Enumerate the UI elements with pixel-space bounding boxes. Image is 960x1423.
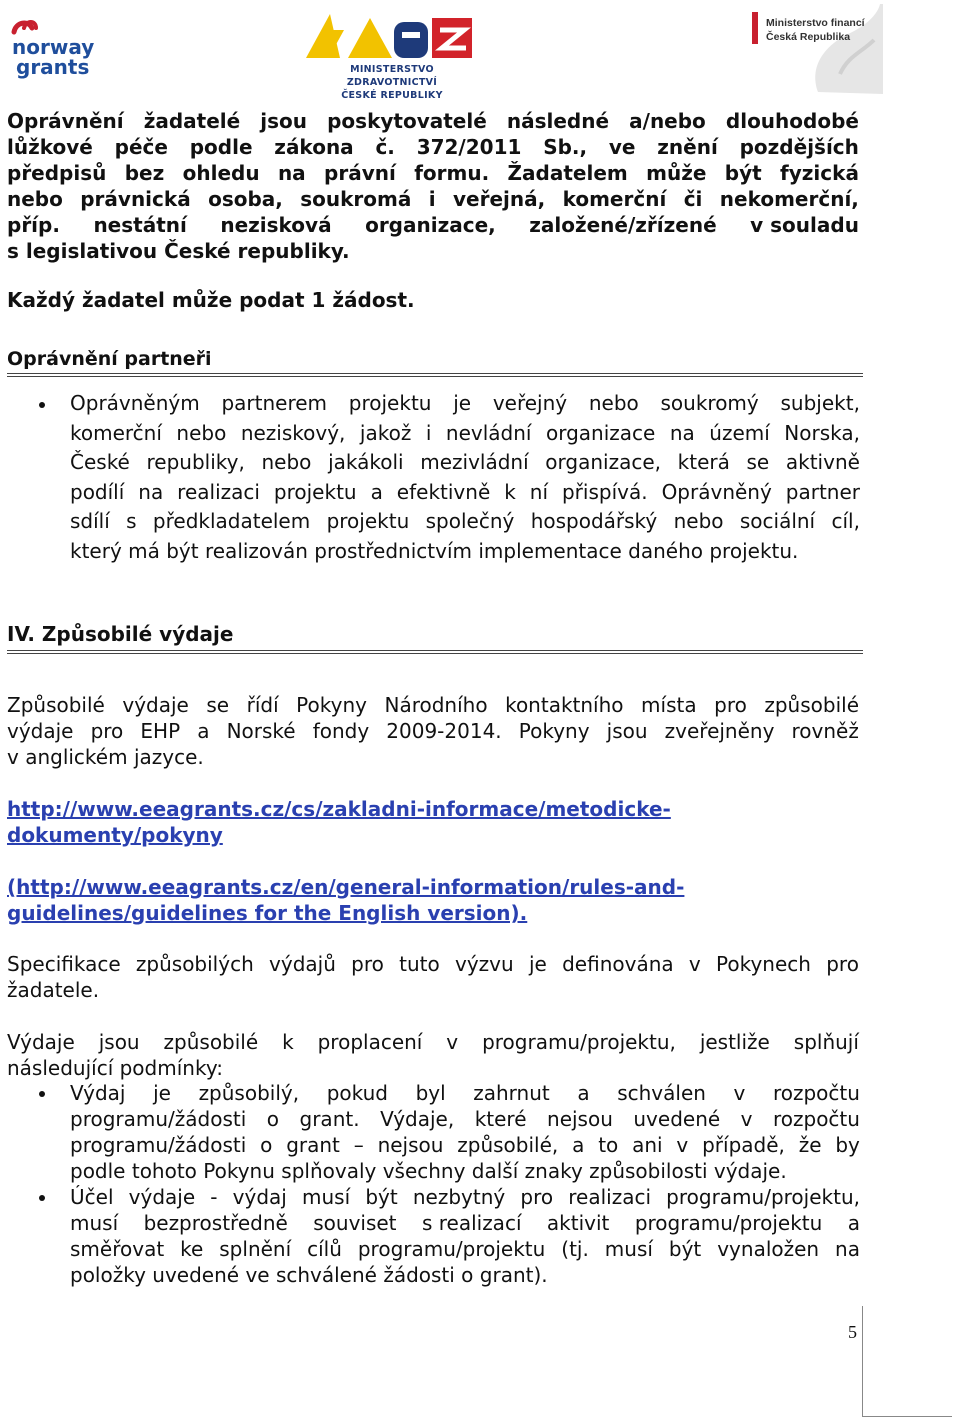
text-line [70, 1106, 860, 1132]
word: na [835, 1237, 860, 1261]
condition-bullet-1 [70, 1080, 860, 1184]
word: právnická [80, 187, 191, 211]
word: partnerem [221, 391, 328, 415]
partners-heading: Oprávnění partneři [7, 348, 212, 370]
word: výdajů [269, 952, 336, 976]
guidelines-link-cz-line1[interactable]: http://www.eeagrants.cz/cs/zakladni-informace/metodicke- [7, 797, 671, 821]
word: právní [324, 161, 396, 185]
word: Pokyny [518, 719, 590, 743]
word: tuto [399, 952, 440, 976]
word: cíl, [831, 509, 860, 534]
mf-line1: Ministerstvo financí [766, 17, 865, 29]
conditions-line2: následující podmínky: [7, 1056, 223, 1080]
eligible-applicants-lines [7, 108, 859, 238]
word: na [138, 479, 164, 504]
word: výdaj [232, 1185, 287, 1209]
page-number: 5 [848, 1322, 857, 1342]
word: v [446, 1030, 459, 1054]
guidelines-link-en-line1[interactable]: (http://www.eeagrants.cz/en/general-information/rules-and- [7, 875, 685, 899]
word: republiky, [146, 450, 245, 475]
word: místa [641, 693, 697, 717]
eligible-expenses-paragraph [7, 692, 859, 770]
word: musí [70, 1211, 119, 1235]
word: Žadatelem [507, 161, 628, 185]
word: způsobilé, [457, 1133, 559, 1157]
word: nezbytný [412, 1185, 506, 1209]
word: směřovat [70, 1237, 165, 1261]
word: příp. [7, 213, 60, 237]
word: uvedené [633, 1107, 721, 1131]
text-line [70, 478, 860, 508]
word: musí [604, 1237, 653, 1261]
word: v [688, 952, 701, 976]
word: na [277, 161, 306, 185]
word: fondy [312, 719, 370, 743]
word: že [798, 1133, 822, 1157]
word: efektivně [396, 479, 491, 504]
word: jestliže [699, 1030, 770, 1054]
word: grant. [299, 1107, 360, 1131]
eligible-applicants-paragraph [7, 108, 859, 264]
word: projektu [326, 509, 410, 534]
word: jsou [260, 109, 308, 133]
word: lůžkové [7, 135, 93, 159]
word: splňují [793, 1030, 859, 1054]
word: a [370, 479, 383, 504]
word: to [598, 1133, 619, 1157]
word: způsobilé [163, 1030, 259, 1054]
word: (tj. [561, 1237, 589, 1261]
word: o [266, 1107, 280, 1131]
word: komerční [562, 187, 667, 211]
word: pozdějších [739, 135, 859, 159]
guidelines-link-cz[interactable] [7, 796, 671, 848]
word: soukromá [300, 187, 412, 211]
mz-line2: ČESKÉ REPUBLIKY [341, 90, 443, 101]
text-line [70, 389, 860, 419]
word: Výdaje [7, 1030, 75, 1054]
word: která [677, 450, 730, 475]
word: Oprávnění [7, 109, 124, 133]
condition-bullet-2 [70, 1184, 860, 1288]
word: 372/2011 [416, 135, 522, 159]
word: je [153, 1081, 171, 1105]
guidelines-link-cz-line2[interactable]: dokumenty/pokyny [7, 823, 223, 847]
word: péče [114, 135, 168, 159]
word: fyzická [780, 161, 859, 185]
word: způsobilé [764, 693, 859, 717]
word: rozpočtu [772, 1107, 860, 1131]
word: Účel [70, 1185, 114, 1209]
norway-grants-logo-graphic [6, 18, 98, 80]
text-line [7, 160, 859, 186]
word: v [740, 1107, 753, 1131]
word: a [577, 1081, 590, 1105]
word: založené/zřízené [529, 213, 717, 237]
word: pro [826, 952, 859, 976]
word: programu/projektu, [482, 1030, 676, 1054]
word: osoba, [208, 187, 283, 211]
conditions-line1 [7, 1029, 859, 1055]
word: aktivit [546, 1211, 610, 1235]
word: dlouhodobé [725, 109, 859, 133]
word: veřejná, [452, 187, 546, 211]
word: v [676, 1133, 689, 1157]
specification-line1 [7, 951, 859, 977]
partners-paragraph [70, 389, 860, 567]
word: nejsou [547, 1107, 613, 1131]
word: se [206, 693, 230, 717]
word: organizace, [365, 213, 496, 237]
word: Národního [384, 693, 488, 717]
word: nebo [588, 391, 639, 415]
word: veřejný [492, 391, 568, 415]
condition-bullet-1-lines [70, 1080, 860, 1158]
word: 2009-2014. [386, 719, 502, 743]
text-line [7, 186, 859, 212]
word: Výdaj [70, 1081, 126, 1105]
word: organizace [545, 420, 656, 445]
text-line [70, 1184, 860, 1210]
word: být [668, 1237, 702, 1261]
word: bez [124, 161, 165, 185]
word: předpisů [7, 161, 107, 185]
word: nezisková [220, 213, 332, 237]
word: rozpočtu [772, 1081, 860, 1105]
one-application-rule: Každý žadatel může podat 1 žádost. [7, 288, 415, 312]
word: Norské [226, 719, 296, 743]
condition-bullet-1-last: podle tohoto Pokynu splňovaly všechny další znaky způsobilosti výdaje. [70, 1159, 787, 1183]
word: výzvu [455, 952, 514, 976]
word: zákona [274, 135, 354, 159]
eligible-expenses-last-line: v anglickém jazyce. [7, 745, 204, 769]
partners-lines [70, 389, 860, 537]
word: v souladu [750, 213, 859, 237]
word: bezprostředně [143, 1211, 288, 1235]
word: ve [608, 135, 636, 159]
word: č. [375, 135, 395, 159]
word: a [197, 719, 210, 743]
text-line [70, 1236, 860, 1262]
word: projektu [273, 479, 357, 504]
word: České [70, 450, 130, 475]
word: komerční [70, 420, 162, 445]
word: podílí [70, 479, 125, 504]
ministry-of-health-logo [300, 10, 480, 101]
word: může [646, 161, 707, 185]
word: nebo [7, 187, 63, 211]
word: řídí [246, 693, 279, 717]
word: programu/projektu, [666, 1185, 860, 1209]
word: a/nebo [629, 109, 706, 133]
text-line [70, 1080, 860, 1106]
word: Oprávněný [661, 479, 772, 504]
word: s [126, 509, 137, 534]
word: sdílí [70, 509, 110, 534]
word: způsobilý, [198, 1081, 300, 1105]
bullet-dot [39, 1091, 45, 1097]
word: Sb., [543, 135, 588, 159]
norway-logo-line2: grants [16, 55, 90, 79]
word: území [709, 420, 770, 445]
word: ní [529, 479, 549, 504]
word: programu/žádosti [70, 1133, 247, 1157]
word: být [724, 161, 762, 185]
word: i [425, 420, 432, 445]
section-iv-heading: IV. Způsobilé výdaje [7, 622, 234, 646]
word: znění [657, 135, 718, 159]
text-line [7, 108, 859, 134]
word: rovněž [791, 719, 859, 743]
word: formu. [414, 161, 490, 185]
word: společný [425, 509, 515, 534]
specification-paragraph [7, 951, 859, 1003]
section-iv-heading-rule [7, 650, 863, 654]
word: jsou [98, 1030, 140, 1054]
word: souviset [313, 1211, 397, 1235]
word: či [683, 187, 703, 211]
word: jsou [606, 719, 648, 743]
word: ke [180, 1237, 204, 1261]
bullet-dot [39, 1195, 45, 1201]
word: definována [562, 952, 674, 976]
page-frame-horizontal [862, 1416, 952, 1417]
word: – [353, 1133, 364, 1157]
word: soukromý [660, 391, 759, 415]
word: je [528, 952, 547, 976]
text-line [7, 212, 859, 238]
word: hospodářský [530, 509, 658, 534]
word: kontaktního [505, 693, 624, 717]
conditions-paragraph [7, 1029, 859, 1081]
word: a [847, 1211, 860, 1235]
word: ani [632, 1133, 663, 1157]
word: Oprávněným [70, 391, 200, 415]
word: způsobilých [135, 952, 254, 976]
word: s realizací [421, 1211, 522, 1235]
ministry-of-health-name [304, 63, 480, 102]
word: podle [189, 135, 253, 159]
word: projektu [348, 391, 432, 415]
word: k [504, 479, 516, 504]
word: Výdaje, [380, 1107, 455, 1131]
text-line [7, 692, 859, 718]
word: pro [90, 719, 124, 743]
word: přispívá. [561, 479, 648, 504]
word: sociální [739, 509, 816, 534]
ministry-of-finance-logo [748, 4, 883, 94]
text-line [70, 1210, 860, 1236]
word: které [474, 1107, 527, 1131]
word: výdaje [122, 693, 189, 717]
word: subjekt, [780, 391, 860, 415]
word: nebo [261, 450, 312, 475]
word: nebo [673, 509, 724, 534]
word: předkladatelem [152, 509, 311, 534]
word: jakákoli [328, 450, 404, 475]
specification-line2: žadatele. [7, 978, 100, 1002]
word: realizaci [568, 1185, 652, 1209]
word: být [365, 1185, 398, 1209]
text-line [70, 448, 860, 478]
word: k [282, 1030, 294, 1054]
condition-bullet-2-lines [70, 1184, 860, 1262]
word: Pokynech [716, 952, 811, 976]
text-line [7, 134, 859, 160]
word: i [428, 187, 436, 211]
word: výdaje [128, 1185, 196, 1209]
word: a [572, 1133, 585, 1157]
word: případě, [702, 1133, 785, 1157]
word: realizaci [177, 479, 260, 504]
word: musí [302, 1185, 351, 1209]
word: nebo [176, 420, 227, 445]
word: programu/žádosti [70, 1107, 247, 1131]
mf-line2: Česká Republika [766, 31, 851, 43]
word: pro [351, 952, 384, 976]
word: schválen [617, 1081, 706, 1105]
word: partner [785, 479, 860, 504]
word: mezivládní [420, 450, 529, 475]
text-line [70, 507, 860, 537]
word: cílů [307, 1237, 342, 1261]
word: o [260, 1133, 273, 1157]
norway-logo-line1: norway [12, 35, 95, 59]
word: neziskový, [240, 420, 346, 445]
ministry-of-health-emblem [300, 10, 480, 64]
word: pokud [326, 1081, 388, 1105]
word: je [453, 391, 472, 415]
bullet-dot [39, 402, 45, 408]
word: pro [520, 1185, 554, 1209]
word: zveřejněny [664, 719, 775, 743]
word: pro [714, 693, 747, 717]
word: Způsobilé [7, 693, 105, 717]
guidelines-link-en-line2[interactable]: guidelines/guidelines for the English version). [7, 901, 528, 925]
word: žadatelé [143, 109, 241, 133]
text-line [70, 419, 860, 449]
word: programu/projektu [357, 1237, 546, 1261]
word: poskytovatelé [327, 109, 487, 133]
word: organizace, [545, 450, 661, 475]
word: výdaje [7, 719, 74, 743]
partners-heading-rule [7, 373, 863, 377]
partners-last-line: který má být realizován prostřednictvím implementace daného projektu. [70, 538, 799, 563]
guidelines-link-en[interactable] [7, 874, 684, 926]
word: jakož [359, 420, 412, 445]
norway-grants-logo [6, 18, 98, 80]
word: nevládní [445, 420, 532, 445]
word: v [733, 1081, 746, 1105]
word: - [210, 1185, 218, 1209]
word: vynaložen [717, 1237, 820, 1261]
text-line [7, 718, 859, 744]
word: Norska, [784, 420, 860, 445]
word: následné [506, 109, 610, 133]
word: ohledu [182, 161, 260, 185]
word: aktivně [785, 450, 860, 475]
word: programu/projektu [634, 1211, 823, 1235]
word: proplacení [317, 1030, 423, 1054]
word: splnění [219, 1237, 292, 1261]
word: byl [415, 1081, 446, 1105]
word: Pokyny [296, 693, 367, 717]
condition-bullet-2-last: položky uvedené ve schválené žádosti o grant). [70, 1263, 548, 1287]
ministry-of-finance-name [766, 16, 865, 44]
word: zahrnut [473, 1081, 550, 1105]
mz-line1: MINISTERSTVO ZDRAVOTNICTVÍ [346, 64, 438, 88]
eligible-applicants-last-line: s legislativou České republiky. [7, 239, 350, 263]
word: nejsou [377, 1133, 444, 1157]
eligible-expenses-lines [7, 692, 859, 744]
word: nekomerční, [719, 187, 859, 211]
word: Specifikace [7, 952, 121, 976]
text-line [70, 1132, 860, 1158]
word: grant [286, 1133, 340, 1157]
word: nestátní [93, 213, 187, 237]
word: by [835, 1133, 860, 1157]
page-frame-vertical [862, 1306, 863, 1416]
word: na [669, 420, 695, 445]
word: se [746, 450, 770, 475]
word: EHP [140, 719, 181, 743]
